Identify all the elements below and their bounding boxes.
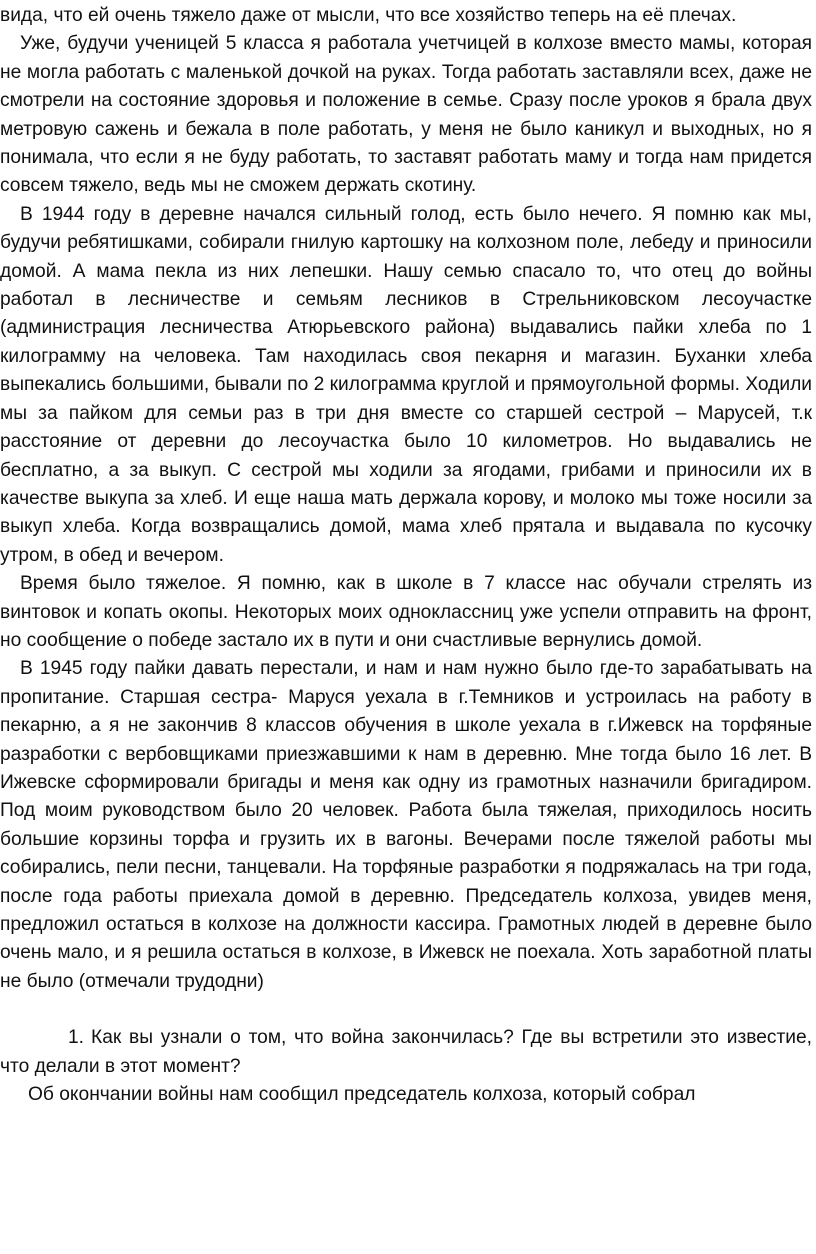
blank-line <box>0 996 812 1024</box>
answer-text: Об окончании войны нам сообщил председатель колхоза, который собрал <box>28 1084 696 1106</box>
paragraph-1: вида, что ей очень тяжело даже от мысли, что все хозяйство теперь на её плечах. <box>0 5 737 26</box>
paragraph-4: Время было тяжелое. Я помню, как в школе в 7 классе нас обучали стрелять из винтовок и копать окопы. Некоторых моих одноклассниц уже успели отправить на фронт, но сообщение о победе застало их в пути и они счастливые вернулись домой. <box>0 573 812 651</box>
question-item <box>0 1024 812 1081</box>
question-text: Как вы узнали о том, что война закончилась? Где вы встретили это известие, что делали в этот момент? <box>0 1027 812 1077</box>
paragraph-5: В 1945 году пайки давать перестали, и нам и нам нужно было где-то зарабатывать на пропитание. Старшая сестра- Маруся уехала в г.Темников и устроилась на работу в пекарню, а я не закончив 8 классов обучения в школе уехала в г.Ижевск на торфяные разработки с вербовщиками приезжавшими к нам в деревню. Мне тогда было 16 лет. В Ижевске сформировали бригады и меня как одну из грамотных назначили бригадиром. Под моим руководством было 20 человек. Работа была тяжелая, приходилось носить большие корзины торфа и грузить их в вагоны. Вечерами после тяжелой работы мы собирались, пели песни, танцевали. На торфяные разработки я подряжалась на три года, после года работы приехала домой в деревню. Председатель колхоза, увидев меня, предложил остаться в колхозе на должности кассира. Грамотных людей в деревне было очень мало, и я решила остаться в колхозе, в Ижевск не поехала. Хоть заработной платы не было (отмечали трудодни) <box>0 658 812 992</box>
paragraph-3: В 1944 году в деревне начался сильный голод, есть было нечего. Я помню как мы, будучи ребятишками, собирали гнилую картошку на колхозном поле, лебеду и приносили домой. А мама пекла из них лепешки. Нашу семью спасало то, что отец до войны работал в лесничестве и семьям лесников в Стрельниковском лесоучастке (администрация лесничества Атюрьевского района) выдавались пайки хлеба по 1 килограмму на человека. Там находилась своя пекарня и магазин. Буханки хлеба выпекались большими, бывали по 2 килограмма круглой и прямоугольной формы. Ходили мы за пайком для семьи раз в три дня вместе со старшей сестрой – Марусей, т.к расстояние от деревни до лесоучастка было 10 километров. Но выдавались не бесплатно, а за выкуп. С сестрой мы ходили за ягодами, грибами и приносили их в качестве выкупа за хлеб. И еще наша мать держала корову, и молоко мы тоже носили за выкуп хлеба. Когда возвращались домой, мама хлеб прятала и выдавала по кусочку утром, в обед и вечером. <box>0 203 812 566</box>
paragraph-2: Уже, будучи ученицей 5 класса я работала учетчицей в колхозе вместо мамы, которая не могла работать с маленькой дочкой на руках. Тогда работать заставляли всех, даже не смотрели на состояние здоровья и положение в семье. Сразу после уроков я брала двух метровую сажень и бежала в поле работать, у меня не было каникул и выходных, но я понимала, что если я не буду работать, то заставят работать маму и тогда нам придется совсем тяжело, ведь мы не сможем держать скотину. <box>0 33 812 197</box>
question-number: 1. <box>68 1027 85 1049</box>
